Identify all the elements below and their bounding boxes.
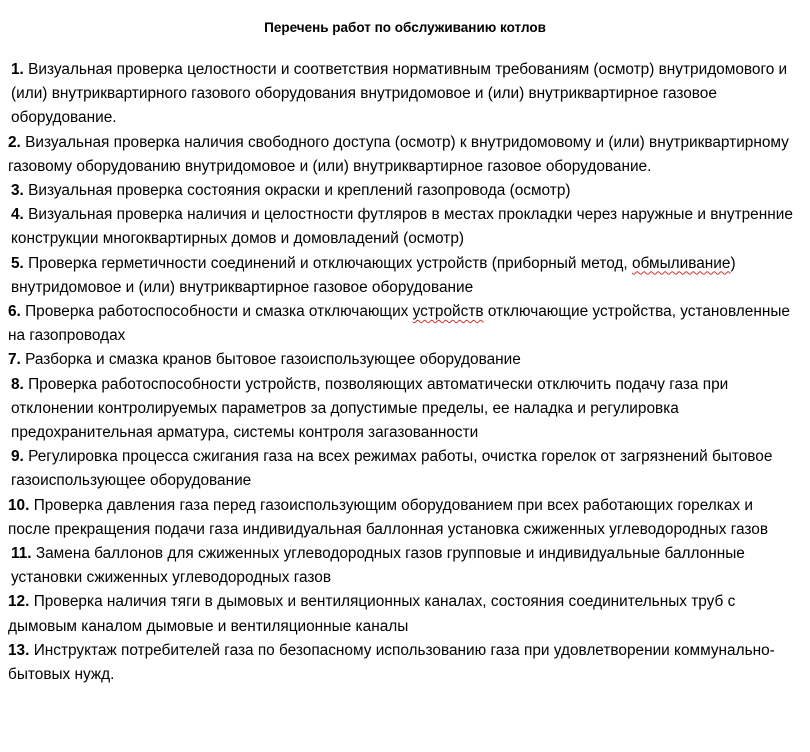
item-number: 2. [8,133,21,151]
list-item [8,58,798,131]
item-text: Проверка наличия тяги в дымовых и вентиляционных каналах, состояния соединительных труб с дымовым каналом дымовые и вентиляционные каналы [8,593,736,635]
item-text: Визуальная проверка состояния окраски и креплений газопровода (осмотр) [28,182,571,200]
item-number: 4. [11,206,24,224]
item-text: Визуальная проверка наличия и целостности футляров в местах прокладки через наружные и внутренние конструкции многоквартирных домов и домовладений (осмотр) [11,206,793,248]
item-number: 12. [8,593,30,611]
item-number: 3. [11,182,24,200]
item-number: 5. [11,254,24,272]
item-number: 7. [8,351,21,369]
item-text-after: отключающие устройства, установленные на газопроводах [8,303,790,345]
list-item [8,494,798,542]
list-item [8,348,798,372]
item-number: 13. [8,641,30,659]
item-text: Регулировка процесса сжигания газа на всех режимах работы, очистка горелок от загрязнений бытовое газоиспользующее оборудование [11,448,773,490]
item-text: Замена баллонов для сжиженных углеводородных газов групповые и индивидуальные баллонные установки сжиженных углеводородных газов [11,545,745,587]
item-text: Проверка давления газа перед газоиспользующим оборудованием при всех работающих горелках и после прекращения подачи газа индивидуальная баллонная установка сжиженных углеводородных газов [8,496,769,538]
list-item [8,590,798,638]
item-text-before: Проверка герметичности соединений и отключающих устройств (приборный метод, [28,254,632,272]
document-title: Перечень работ по обслуживанию котлов [264,20,546,35]
list-item [8,179,798,203]
item-text-before: Проверка работоспособности и смазка отключающих [25,303,413,321]
item-text: Визуальная проверка наличия свободного доступа (осмотр) к внутридомовому и (или) внутриквартирному газовому оборудованию внутридомовое и (или) внутриквартирное газовое оборудование. [8,133,789,175]
item-text-after: ) внутридомовое и (или) внутриквартирное газовое оборудование [11,254,736,296]
item-number: 6. [8,303,21,321]
list-item [8,203,798,251]
item-number: 9. [11,448,24,466]
work-list [8,58,798,687]
list-item [8,300,798,348]
item-text: Инструктаж потребителей газа по безопасному использованию газа при удовлетворении коммунально-бытовых нужд. [8,641,775,684]
item-number: 11. [11,545,32,563]
item-number: 10. [8,496,30,514]
item-number: 8. [11,375,24,393]
list-item [8,639,798,687]
list-item [8,131,798,179]
list-item [8,542,798,590]
list-item [8,373,798,446]
list-item [8,445,798,493]
item-text: Разборка и смазка кранов бытовое газоиспользующее оборудование [25,351,521,369]
spellcheck-flagged-word: обмыливание [631,254,731,272]
item-number: 1. [11,61,24,78]
list-item [8,252,798,300]
item-text: Проверка работоспособности устройств, позволяющих автоматически отключить подачу газа при отклонении контролируемых параметров за допустимые пределы, ее наладка и регулировка предохранительная арматура, системы контроля загазованности [11,375,729,442]
item-text: Визуальная проверка целостности и соответствия нормативным требованиям (осмотр) внутридомового и (или) внутриквартирного газового оборудования внутридомовое и (или) внутриквартирное газовое оборудование. [11,61,788,127]
spellcheck-flagged-word: устройств [412,303,484,321]
